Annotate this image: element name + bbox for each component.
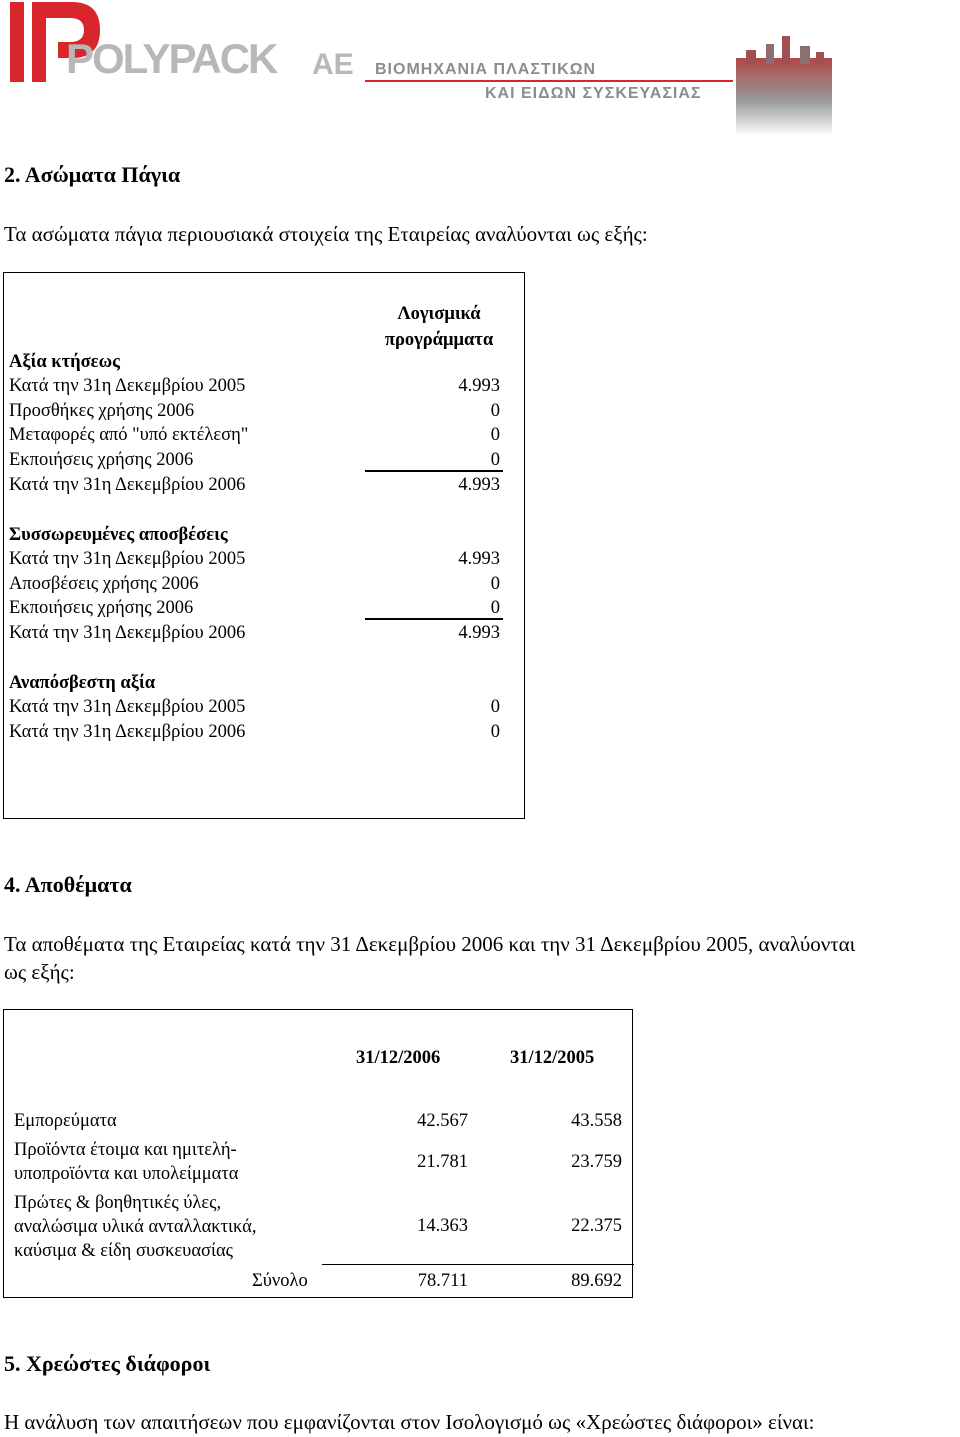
logo-red-rule	[365, 80, 733, 82]
table-cell-2005: 43.558	[571, 1111, 622, 1131]
table-row-value: 0	[490, 598, 500, 618]
column-header-2005: 31/12/2005	[510, 1048, 595, 1068]
table-row-value: 0	[490, 450, 500, 470]
group-title-depreciation: Συσσωρευμένες αποσβέσεις	[9, 525, 228, 545]
subtotal-rule	[365, 618, 503, 620]
table-row-label: Κατά την 31η Δεκεμβρίου 2006	[9, 722, 246, 742]
section-intro-inventories: Τα αποθέματα της Εταιρείας κατά την 31 Δεκεμβρίου 2006 και την 31 Δεκεμβρίου 2005, αναλύονται ως εξής:	[4, 932, 856, 984]
subtotal-rule	[365, 470, 503, 472]
intangible-assets-table	[3, 272, 525, 819]
table-row-label: Κατά την 31η Δεκεμβρίου 2005	[9, 697, 246, 717]
section-intro-intangible-assets: Τα ασώματα πάγια περιουσιακά στοιχεία της Εταιρείας αναλύονται ως εξής:	[4, 222, 648, 246]
table-row-value: 4.993	[458, 475, 500, 495]
group-title-acquisition: Αξία κτήσεως	[9, 352, 120, 372]
logo-suffix: ΑΕ	[312, 48, 354, 81]
table-row-label: Προσθήκες χρήσης 2006	[9, 401, 195, 421]
table-row-label: Εμπορεύματα	[14, 1111, 117, 1131]
section-heading-debtors: 5. Χρεώστες διάφοροι	[4, 1351, 211, 1376]
table-row-label: Κατά την 31η Δεκεμβρίου 2005	[9, 376, 246, 396]
logo-wordmark: POLYPACK	[66, 35, 277, 82]
table-row-label: Προϊόντα έτοιμα και ημιτελή- υποπροϊόντα και υπολείμματα	[14, 1140, 239, 1184]
table-row-label: Εκποιήσεις χρήσης 2006	[9, 450, 194, 470]
table-row-label: Κατά την 31η Δεκεμβρίου 2006	[9, 623, 246, 643]
total-2005: 89.692	[571, 1271, 622, 1291]
table-row-label: Αποσβέσεις χρήσης 2006	[9, 574, 199, 594]
bottles-image-icon	[736, 36, 832, 136]
logo-tagline-2: ΚΑΙ ΕΙΔΩΝ ΣΥΣΚΕΥΑΣΙΑΣ	[485, 85, 702, 102]
table-row-label: Πρώτες & βοηθητικές ύλες, αναλώσιμα υλικά ανταλλακτικά, καύσιμα & είδη συσκευασίας	[14, 1193, 257, 1261]
logo-tagline-1: ΒΙΟΜΗΧΑΝΙΑ ΠΛΑΣΤΙΚΩΝ	[375, 61, 597, 78]
table-row-value: 4.993	[458, 623, 500, 643]
table-cell-2006: 21.781	[417, 1152, 468, 1172]
total-rule	[322, 1264, 634, 1265]
table-row-value: 0	[490, 697, 500, 717]
table-cell-2006: 42.567	[417, 1111, 468, 1131]
table-row-label: Εκποιήσεις χρήσης 2006	[9, 598, 194, 618]
table-row-value: 0	[490, 722, 500, 742]
table-row-label: Κατά την 31η Δεκεμβρίου 2005	[9, 549, 246, 569]
table-cell-2005: 23.759	[571, 1152, 622, 1172]
inventories-table	[3, 1009, 633, 1298]
column-header-software: Λογισμικά προγράμματα	[384, 304, 494, 350]
table-cell-2006: 14.363	[417, 1216, 468, 1236]
table-row-label: Μεταφορές από "υπό εκτέλεση"	[9, 425, 249, 445]
total-2006: 78.711	[417, 1271, 468, 1291]
table-row-label: Κατά την 31η Δεκεμβρίου 2006	[9, 475, 246, 495]
table-row-value: 0	[490, 574, 500, 594]
group-title-net-value: Αναπόσβεστη αξία	[9, 673, 156, 693]
table-row-value: 0	[490, 401, 500, 421]
column-header-2006: 31/12/2006	[356, 1048, 441, 1068]
table-cell-2005: 22.375	[571, 1216, 622, 1236]
section-heading-inventories: 4. Αποθέματα	[4, 872, 132, 897]
table-row-value: 4.993	[458, 549, 500, 569]
section-intro-debtors: Η ανάλυση των απαιτήσεων που εμφανίζονται στον Ισολογισμό ως «Χρεώστες διάφοροι» είναι:	[4, 1410, 815, 1434]
table-row-value: 0	[490, 425, 500, 445]
table-row-value: 4.993	[458, 376, 500, 396]
total-label: Σύνολο	[252, 1271, 308, 1291]
section-heading-intangible-assets: 2. Ασώματα Πάγια	[4, 162, 181, 187]
